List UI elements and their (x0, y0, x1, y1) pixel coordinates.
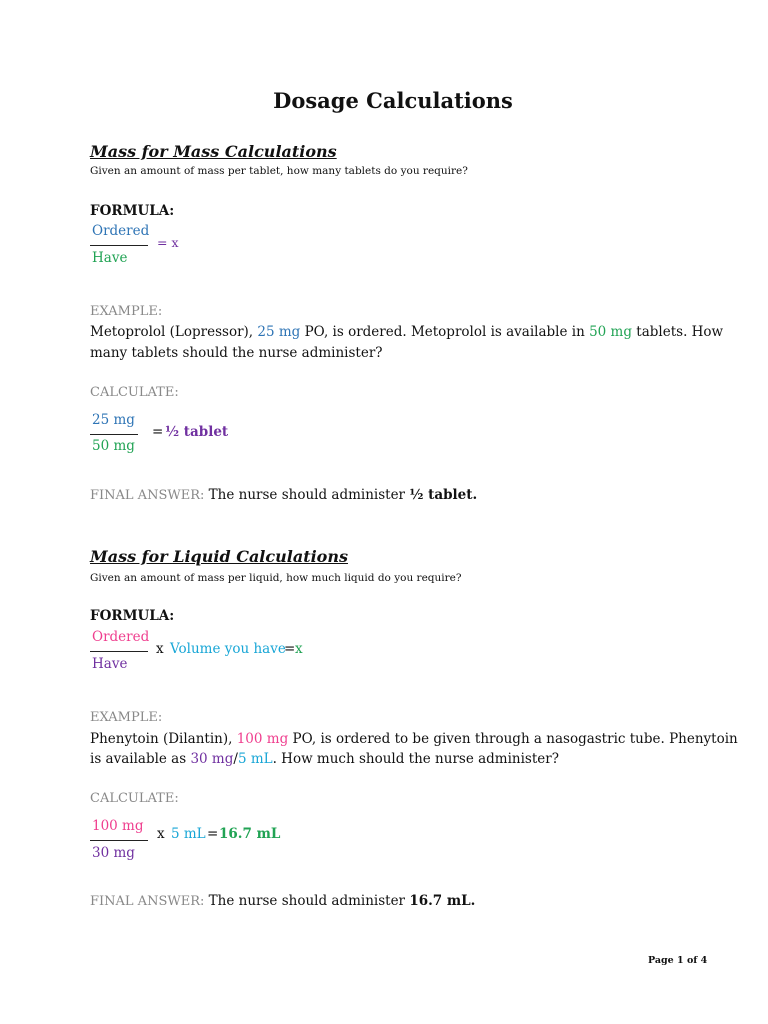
section-heading-mass-for-mass: Mass for Mass Calculations (90, 142, 337, 161)
calc-times: x (157, 826, 165, 842)
section-heading-mass-for-liquid: Mass for Liquid Calculations (90, 547, 348, 566)
calc-denominator: 50 mg (92, 438, 135, 454)
formula-x: x (295, 641, 303, 657)
calculate-label: CALCULATE: (90, 385, 179, 400)
calc-volume: 5 mL (171, 826, 206, 842)
calc-denominator: 30 mg (92, 845, 135, 861)
document-title: Dosage Calculations (273, 88, 513, 113)
calc-equals: = (152, 424, 164, 440)
final-answer: FINAL ANSWER: The nurse should administer 16.7 mL. (90, 893, 476, 909)
formula-label: FORMULA: (90, 608, 175, 624)
example-label: EXAMPLE: (90, 710, 163, 725)
calc-result: ½ tablet (165, 424, 229, 440)
fraction-bar (90, 245, 148, 246)
example-label: EXAMPLE: (90, 304, 163, 319)
formula-denominator: Have (92, 656, 128, 672)
page-number: Page 1 of 4 (648, 955, 708, 966)
formula-numerator: Ordered (92, 629, 150, 645)
example-text-line1: Metoprolol (Lopressor), 25 mg PO, is ordered. Metoprolol is available in 50 mg tablets. How (90, 324, 724, 340)
formula-equals: = (284, 641, 296, 657)
fraction-bar (90, 434, 138, 435)
formula-label: FORMULA: (90, 203, 175, 219)
fraction-bar (90, 651, 148, 652)
example-text-line1: Phenytoin (Dilantin), 100 mg PO, is ordered to be given through a nasogastric tube. Phenytoin (90, 731, 738, 747)
calculate-label: CALCULATE: (90, 791, 179, 806)
fraction-bar (90, 840, 148, 841)
formula-times: x (156, 641, 164, 657)
calc-numerator: 100 mg (92, 818, 144, 834)
final-answer: FINAL ANSWER: The nurse should administer ½ tablet. (90, 487, 478, 503)
example-text-line2: is available as 30 mg/5 mL. How much should the nurse administer? (90, 751, 559, 767)
calc-equals: = (207, 826, 219, 842)
example-text-line2: many tablets should the nurse administer? (90, 345, 383, 361)
section-subtitle: Given an amount of mass per liquid, how much liquid do you require? (90, 572, 462, 584)
formula-volume: Volume you have (170, 641, 286, 657)
section-subtitle: Given an amount of mass per tablet, how many tablets do you require? (90, 165, 468, 177)
formula-numerator: Ordered (92, 223, 150, 239)
formula-denominator: Have (92, 250, 128, 266)
formula-equals-x: = x (157, 235, 179, 250)
calc-numerator: 25 mg (92, 412, 135, 428)
calc-result: 16.7 mL (219, 826, 281, 842)
